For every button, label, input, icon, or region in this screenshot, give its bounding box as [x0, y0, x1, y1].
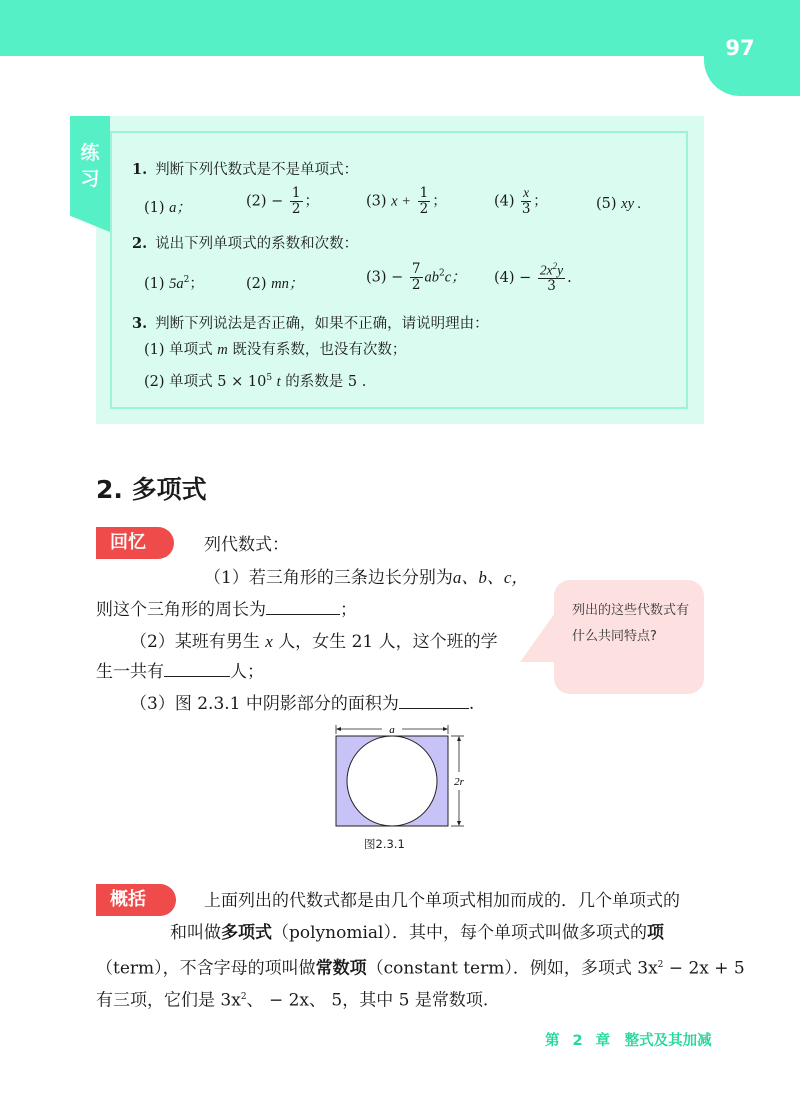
- frac-num-b: y: [557, 262, 564, 278]
- recall-text: （2）某班有男生: [130, 632, 260, 652]
- summary-line-1: 上面列出的代数式都是由几个单项式相加而成的．几个单项式的: [204, 891, 680, 911]
- superscript: 2: [240, 992, 247, 1002]
- figure-rect-circle: [330, 724, 470, 834]
- summary-line-4: [96, 980, 488, 1018]
- option-expr: a；: [169, 200, 191, 216]
- item-text: 的系数是 5 .: [285, 373, 367, 390]
- option-expr: 5a: [169, 276, 184, 292]
- question-number: 2.: [132, 235, 148, 252]
- recall-line-5: [130, 687, 474, 721]
- q3-item-2: [144, 368, 366, 392]
- option-tail: ；: [304, 193, 320, 210]
- width-label: a: [389, 724, 395, 736]
- recall-text: （3）图 2.3.1 中阴影部分的面积为: [130, 694, 399, 714]
- arrow-head: [336, 727, 341, 731]
- recall-line-4: [96, 655, 264, 689]
- recall-intro: 列代数式：: [204, 535, 289, 555]
- summary-text: 、 − 2x、 5，其中 5 是常数项.: [246, 990, 489, 1011]
- superscript: 5: [266, 373, 273, 383]
- speech-bubble-text: 列出的这些代数式有什么共同特点?: [572, 603, 690, 644]
- answer-blank[interactable]: [164, 662, 230, 677]
- practice-label: [70, 140, 110, 192]
- frac-num-a: 2x: [539, 262, 553, 278]
- option-label: (1): [144, 200, 165, 216]
- figure-caption: 图2.3.1: [364, 837, 405, 851]
- question-number: 3.: [132, 315, 148, 332]
- frac-num: [538, 262, 565, 279]
- recall-tag: 回忆: [96, 527, 174, 559]
- recall-text: 人，女生 21 人，这个班的学: [278, 632, 498, 652]
- item-text: 单项式 5 × 10: [169, 373, 267, 390]
- practice-label-text: 练习: [80, 142, 100, 190]
- term-polynomial: 多项式: [221, 923, 272, 943]
- question-2: [132, 234, 358, 254]
- option-expr: xy .: [621, 196, 642, 212]
- frac-den: 2: [411, 276, 421, 293]
- answer-blank[interactable]: [266, 600, 340, 615]
- frac-num: 1: [419, 185, 429, 201]
- option-expr: x +: [391, 193, 412, 210]
- fraction: [521, 186, 531, 217]
- summary-text: 和叫做: [170, 923, 221, 943]
- option-expr: mn；: [271, 276, 304, 292]
- term-constant: 常数项: [315, 958, 367, 979]
- option-tail: .: [567, 270, 572, 287]
- superscript: 2: [183, 275, 190, 286]
- summary-text: （term），不含字母的项叫做: [96, 958, 316, 979]
- frac-den: 2: [291, 200, 301, 217]
- question-number: 1.: [132, 161, 148, 178]
- page-number: 97: [725, 36, 755, 60]
- height-label: 2r: [454, 776, 464, 788]
- summary-text: （polynomial）．其中，每个单项式叫做多项式的: [272, 923, 647, 943]
- option-tail: ；: [189, 276, 204, 292]
- recall-text: .: [468, 694, 475, 714]
- question-3: [132, 314, 489, 334]
- option-expr: c；: [444, 269, 466, 286]
- recall-text: 人；: [230, 662, 264, 682]
- superscript: 2: [439, 268, 445, 279]
- chapter-footer: 第 2 章 整式及其加减: [545, 1033, 712, 1049]
- section-title: 2. 多项式: [96, 475, 207, 504]
- item-var: t: [276, 373, 281, 390]
- recall-text: ；: [340, 600, 357, 620]
- term-term: 项: [646, 923, 664, 943]
- recall-var: x: [265, 632, 273, 651]
- frac-den: 3: [521, 200, 531, 217]
- recall-vars: a、b、c，: [452, 568, 529, 587]
- answer-blank[interactable]: [399, 694, 469, 709]
- fraction: [418, 186, 431, 217]
- item-text: 单项式: [169, 342, 213, 358]
- option-label: (3): [366, 193, 387, 210]
- superscript: 2: [657, 960, 664, 970]
- option-tail: ；: [533, 193, 548, 210]
- option-sign: −: [519, 270, 532, 287]
- header-band: [0, 0, 800, 56]
- arrow-head: [457, 736, 461, 741]
- frac-num: 7: [411, 261, 421, 277]
- item-label: (1): [144, 342, 165, 358]
- inscribed-circle: [347, 736, 437, 826]
- recall-text: 则这个三角形的周长为: [96, 600, 266, 620]
- frac-den: 2: [419, 200, 429, 217]
- q2-option-4: [494, 262, 572, 294]
- recall-line-3: [130, 625, 498, 659]
- summary-tag: 概括: [96, 884, 176, 916]
- recall-line-2: [96, 593, 357, 627]
- fraction: [538, 262, 565, 294]
- option-sign: −: [391, 269, 404, 286]
- option-sign: −: [271, 193, 284, 210]
- q2-option-2: [246, 272, 303, 293]
- option-label: (4): [494, 270, 515, 287]
- q1-option-5: [596, 196, 641, 213]
- fraction: [410, 262, 423, 293]
- option-label: (3): [366, 269, 387, 286]
- frac-num: x: [523, 185, 530, 200]
- q1-option-1: [144, 196, 191, 217]
- q1-option-3: [366, 186, 447, 217]
- option-label: (2): [246, 193, 267, 210]
- q2-option-1: [144, 272, 204, 293]
- option-label: (1): [144, 276, 165, 292]
- option-expr: ab: [424, 269, 440, 286]
- question-text: 说出下列单项式的系数和次数：: [155, 236, 359, 252]
- option-label: (5): [596, 196, 617, 212]
- arrow-head: [443, 727, 448, 731]
- fraction: [290, 186, 303, 217]
- summary-text: 有三项，它们是 3x: [96, 990, 241, 1011]
- recall-text: 生一共有: [96, 662, 164, 682]
- question-1: [132, 160, 358, 180]
- q1-option-2: [246, 186, 319, 217]
- superscript: 2: [552, 261, 558, 271]
- recall-line-1: [204, 561, 528, 595]
- summary-text: − 2x + 5: [663, 958, 745, 979]
- item-text: 既没有系数，也没有次数；: [232, 342, 407, 358]
- option-tail: ；: [432, 193, 447, 210]
- item-label: (2): [144, 373, 165, 390]
- q3-item-1: [144, 340, 406, 360]
- q2-option-3: [366, 262, 466, 293]
- recall-text: （1）若三角形的三条边长分别为: [204, 568, 453, 588]
- option-label: (4): [494, 193, 515, 210]
- summary-line-2: [170, 916, 664, 950]
- summary-text: （constant term）．例如，多项式 3x: [366, 958, 658, 979]
- item-var: m: [217, 342, 228, 358]
- frac-num: 1: [291, 185, 301, 201]
- q1-option-4: [494, 186, 548, 217]
- arrow-head: [457, 821, 461, 826]
- frac-den: 3: [547, 278, 556, 295]
- question-text: 判断下列代数式是不是单项式：: [155, 162, 359, 178]
- question-text: 判断下列说法是否正确，如果不正确，请说明理由：: [155, 316, 489, 332]
- option-label: (2): [246, 276, 267, 292]
